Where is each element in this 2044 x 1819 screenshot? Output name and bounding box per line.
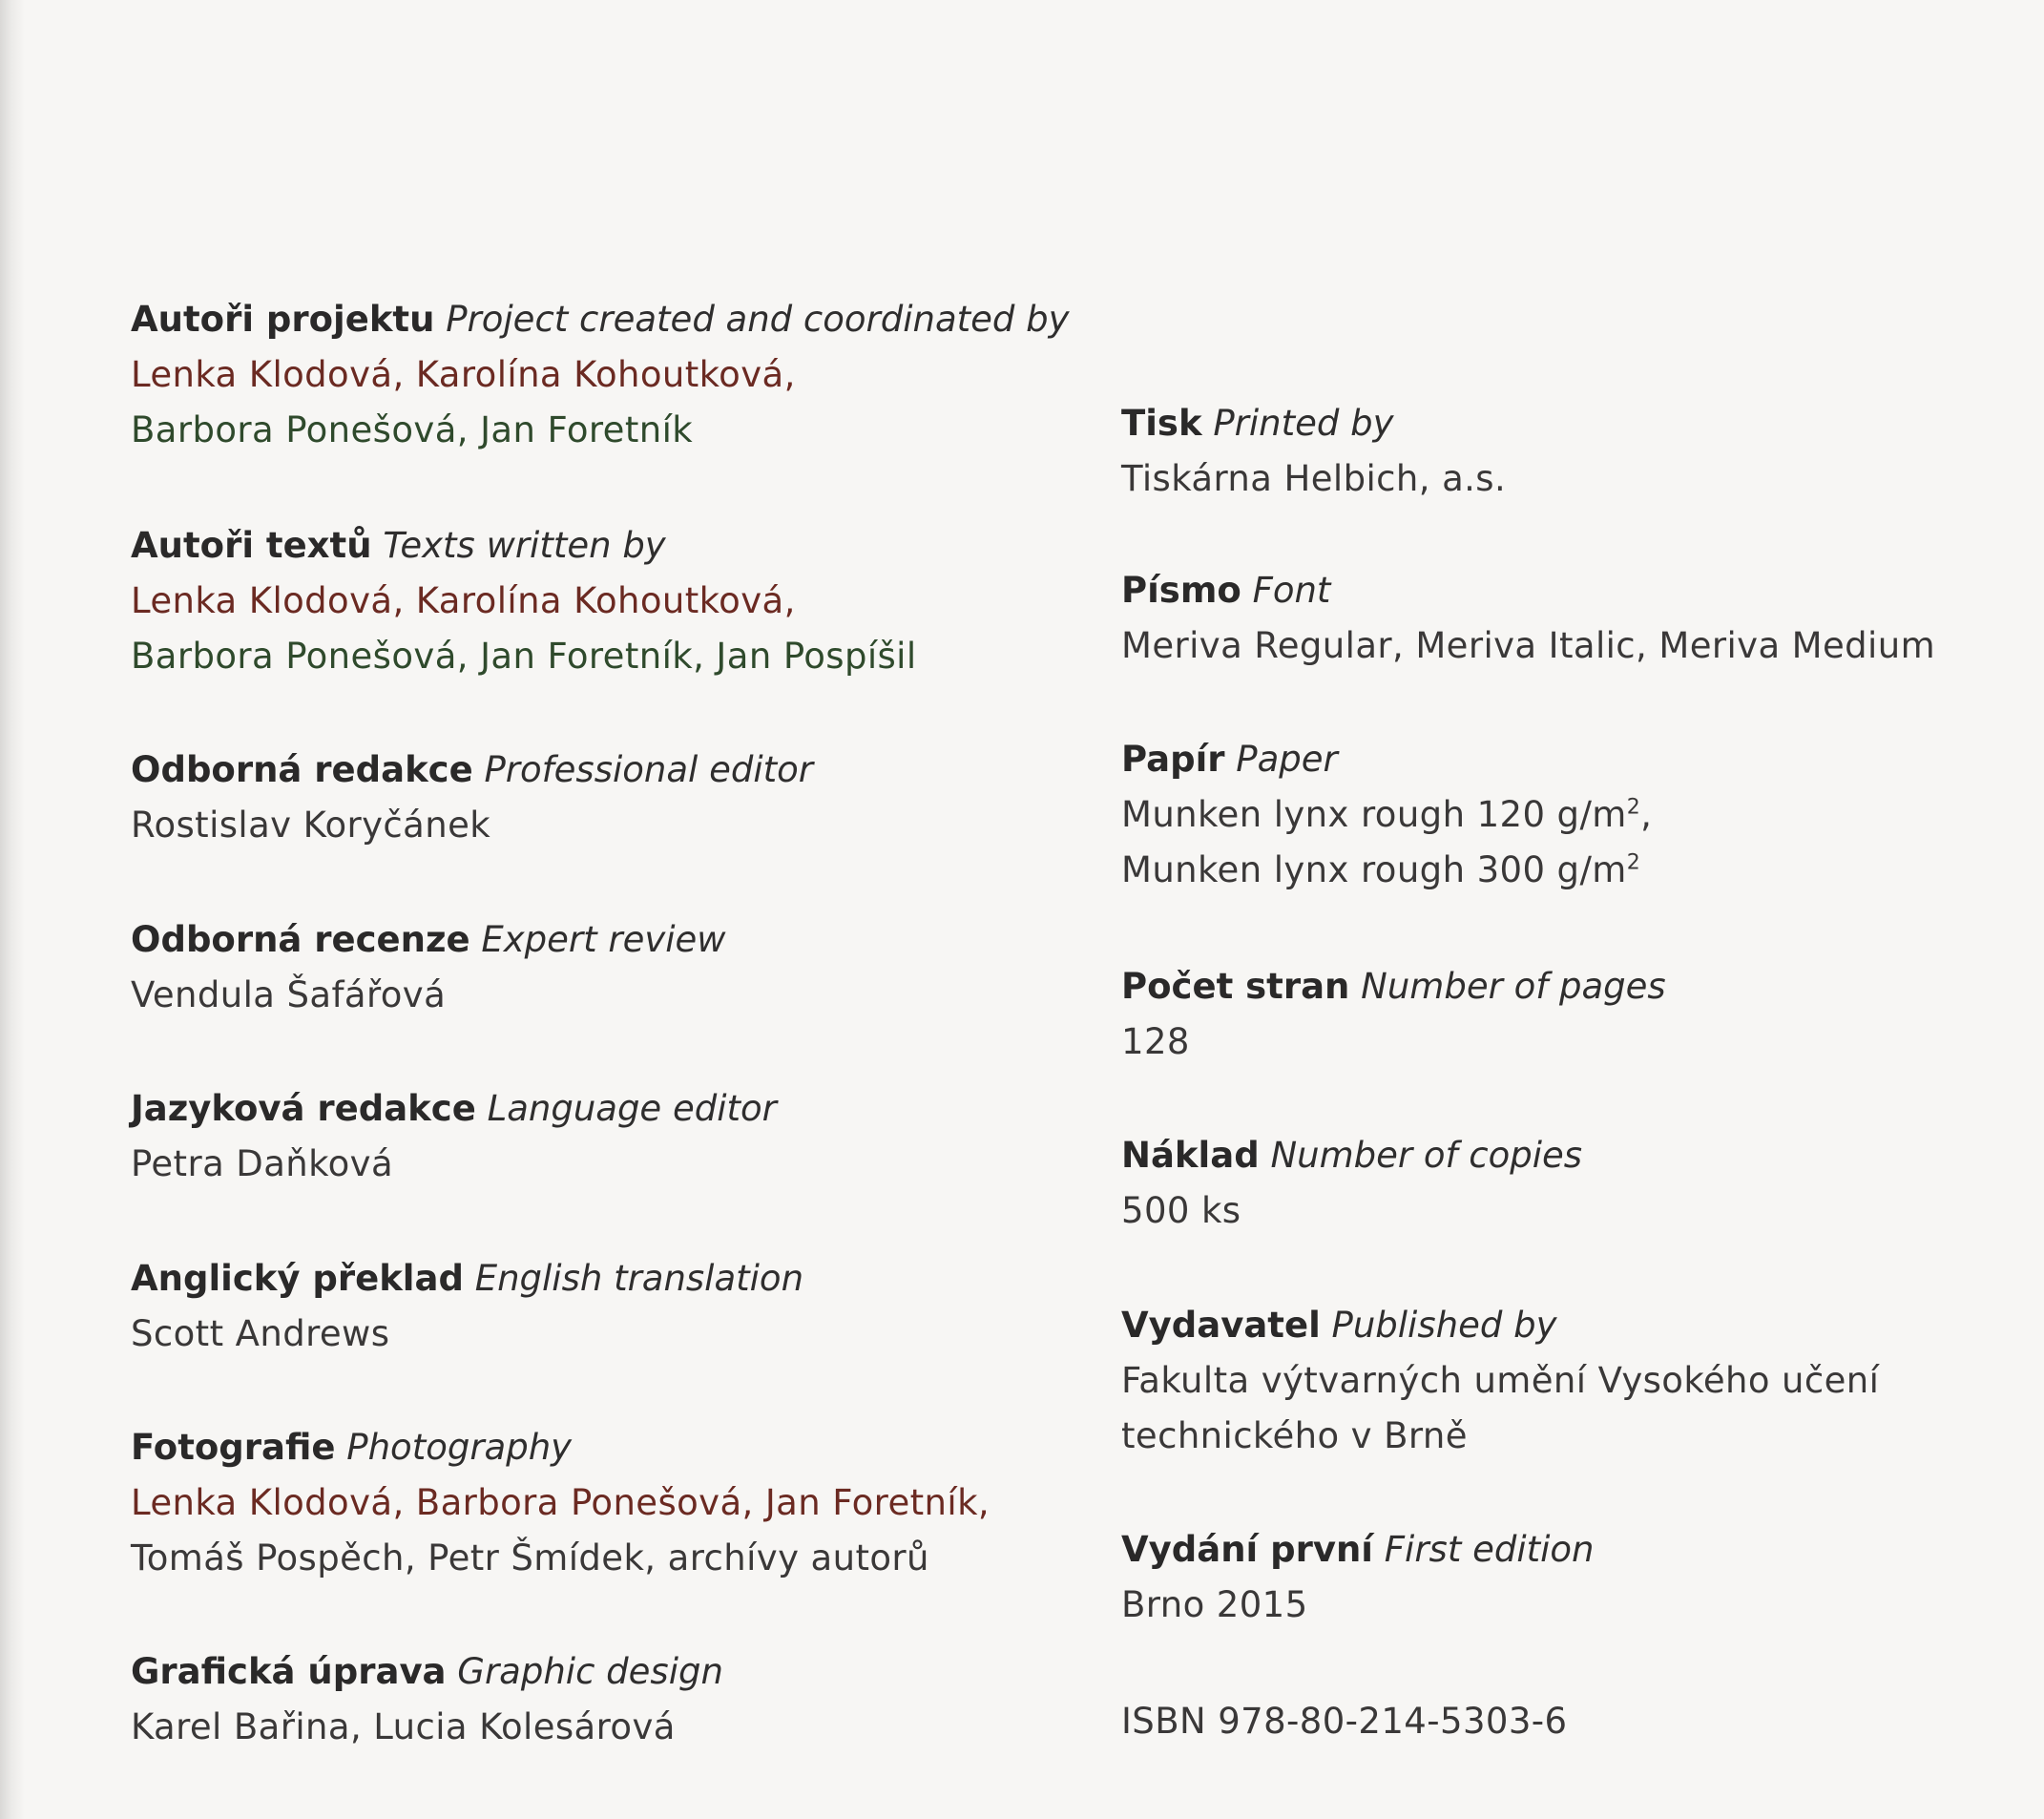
credit-heading xyxy=(131,292,1085,347)
credit-heading xyxy=(1121,1522,1999,1578)
isbn-value xyxy=(1121,1694,1999,1749)
heading-czech: Vydání první xyxy=(1121,1529,1373,1570)
value-line: Tomáš Pospěch, Petr Šmídek, archívy autorů xyxy=(131,1537,929,1579)
heading-english: Number of pages xyxy=(1361,966,1666,1007)
credit-value xyxy=(1121,1353,1999,1464)
credit-heading xyxy=(131,518,1085,574)
page-edge-shadow xyxy=(0,0,25,1819)
credit-font xyxy=(1121,563,1999,674)
value-line: Vendula Šafářová xyxy=(131,974,447,1015)
heading-english: Font xyxy=(1252,570,1331,611)
heading-czech: Grafická úprava xyxy=(131,1651,447,1692)
credit-value xyxy=(1121,618,1999,674)
value-line: Petra Daňková xyxy=(131,1143,394,1184)
value-line: Brno 2015 xyxy=(1121,1584,1308,1625)
value-line: Tiskárna Helbich, a.s. xyxy=(1121,458,1507,499)
heading-english: Texts written by xyxy=(383,525,666,566)
value-line: Rostislav Koryčánek xyxy=(131,805,491,846)
heading-czech: Písmo xyxy=(1121,570,1241,611)
credit-heading xyxy=(131,1420,1085,1475)
heading-english: First edition xyxy=(1384,1529,1595,1570)
value-line: Fakulta výtvarných umění Vysokého učení xyxy=(1121,1360,1880,1401)
credit-first-edition xyxy=(1121,1522,1999,1633)
heading-english: Expert review xyxy=(481,919,726,960)
credit-value xyxy=(131,798,1085,853)
credit-heading xyxy=(131,912,1085,968)
credit-value xyxy=(1121,1014,1999,1070)
credit-heading xyxy=(131,1644,1085,1700)
credit-value xyxy=(131,1137,1085,1192)
heading-english: Project created and coordinated by xyxy=(446,299,1070,340)
credit-value xyxy=(131,968,1085,1023)
credit-heading xyxy=(1121,1128,1999,1183)
credit-heading xyxy=(131,1081,1085,1137)
heading-english: Published by xyxy=(1331,1305,1557,1346)
value-line: technického v Brně xyxy=(1121,1415,1468,1456)
credit-heading xyxy=(1121,396,1999,451)
credit-project-authors xyxy=(131,292,1085,458)
heading-czech: Autoři textů xyxy=(131,525,372,566)
heading-czech: Vydavatel xyxy=(1121,1305,1321,1346)
credit-value xyxy=(1121,1183,1999,1239)
heading-english: English translation xyxy=(474,1258,804,1299)
value-line: 128 xyxy=(1121,1021,1190,1062)
credit-paper xyxy=(1121,732,1999,898)
credit-value xyxy=(131,574,1085,684)
value-line: Lenka Klodová, Barbora Ponešová, Jan Foretník, xyxy=(131,1482,991,1523)
credit-published-by xyxy=(1121,1298,1999,1464)
heading-czech: Tisk xyxy=(1121,403,1202,444)
credit-heading xyxy=(1121,959,1999,1014)
superscript: 2 xyxy=(1626,795,1641,820)
credit-value xyxy=(1121,1578,1999,1633)
credit-value xyxy=(131,1475,1085,1586)
value-line: Lenka Klodová, Karolína Kohoutková, xyxy=(131,580,796,621)
credit-value xyxy=(131,1307,1085,1362)
heading-czech: Odborná redakce xyxy=(131,749,473,790)
credit-heading xyxy=(1121,732,1999,787)
heading-english: Professional editor xyxy=(484,749,813,790)
credit-value xyxy=(1121,451,1999,507)
credit-number-of-copies xyxy=(1121,1128,1999,1239)
value-line: 500 ks xyxy=(1121,1190,1241,1231)
credit-value xyxy=(131,1700,1085,1755)
heading-czech: Autoři projektu xyxy=(131,299,435,340)
credit-english-translation xyxy=(131,1251,1085,1362)
value-line: Karel Bařina, Lucia Kolesárová xyxy=(131,1706,676,1747)
superscript: 2 xyxy=(1626,850,1641,875)
credit-professional-editor xyxy=(131,742,1085,853)
heading-czech: Počet stran xyxy=(1121,966,1350,1007)
credit-value xyxy=(1121,787,1999,898)
heading-czech: Odborná recenze xyxy=(131,919,470,960)
credit-heading xyxy=(1121,563,1999,618)
heading-english: Number of copies xyxy=(1270,1135,1583,1176)
heading-czech: Jazyková redakce xyxy=(131,1088,476,1129)
credit-language-editor xyxy=(131,1081,1085,1192)
heading-czech: Anglický překlad xyxy=(131,1258,464,1299)
credit-expert-review xyxy=(131,912,1085,1023)
heading-czech: Papír xyxy=(1121,739,1225,780)
credit-value xyxy=(131,347,1085,458)
credit-graphic-design xyxy=(131,1644,1085,1755)
credit-heading xyxy=(131,742,1085,798)
value-line: Munken lynx rough 300 $g/m^2$ xyxy=(1121,849,1641,890)
heading-english: Paper xyxy=(1236,739,1338,780)
heading-english: Graphic design xyxy=(457,1651,723,1692)
isbn xyxy=(1121,1694,1999,1749)
heading-english: Printed by xyxy=(1213,403,1394,444)
credit-heading xyxy=(131,1251,1085,1307)
value-line: Barbora Ponešová, Jan Foretník xyxy=(131,409,694,450)
credit-printed-by xyxy=(1121,396,1999,507)
heading-czech: Náklad xyxy=(1121,1135,1260,1176)
credit-heading xyxy=(1121,1298,1999,1353)
value-line: Scott Andrews xyxy=(131,1313,390,1354)
heading-czech: Fotografie xyxy=(131,1427,336,1468)
heading-english: Language editor xyxy=(487,1088,777,1129)
credit-number-of-pages xyxy=(1121,959,1999,1070)
heading-english: Photography xyxy=(346,1427,573,1468)
credit-text-authors xyxy=(131,518,1085,684)
credit-photography xyxy=(131,1420,1085,1586)
value-line: Barbora Ponešová, Jan Foretník, Jan Pospíšil xyxy=(131,636,917,677)
value-line: ISBN 978-80-214-5303-6 xyxy=(1121,1701,1568,1742)
value-line: Munken lynx rough 120 $g/m^2$, xyxy=(1121,794,1653,835)
value-line: Meriva Regular, Meriva Italic, Meriva Medium xyxy=(1121,625,1936,666)
value-line: Lenka Klodová, Karolína Kohoutková, xyxy=(131,354,796,395)
